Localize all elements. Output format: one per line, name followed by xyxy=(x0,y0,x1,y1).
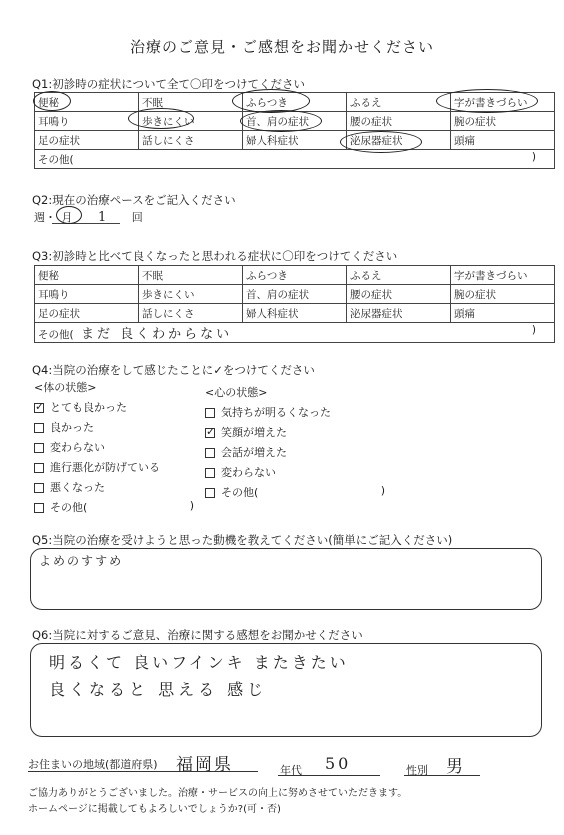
q4-body-title: <体の状態> xyxy=(34,381,97,394)
homepage-consent[interactable]: ホームページに掲載してもよろしいでしょうか?(可・否) xyxy=(28,804,281,815)
q3-cell[interactable]: 便秘 xyxy=(35,266,139,285)
checkbox[interactable] xyxy=(205,488,215,498)
q2-hand-month: 月 xyxy=(61,211,73,224)
q4-body-label: その他( xyxy=(50,501,88,514)
q1-cell[interactable]: 婦人科症状 xyxy=(243,131,347,150)
q3-other-hand: まだ 良くわからない xyxy=(80,327,233,342)
q1-cell[interactable]: ふらつき xyxy=(243,93,347,112)
q3-cell[interactable]: 腕の症状 xyxy=(451,285,555,304)
q5-answer-text: よめのすすめ xyxy=(39,554,124,568)
q4-body-close: ) xyxy=(189,499,194,512)
checkbox[interactable] xyxy=(205,425,216,438)
q1-heading: Q1:初診時の症状について全て〇印をつけてください xyxy=(32,77,306,91)
checkbox[interactable] xyxy=(34,423,44,433)
q4-mind-label: 変わらない xyxy=(221,466,276,479)
q3-cell[interactable]: 泌尿器症状 xyxy=(347,304,451,323)
q4-body-option[interactable] xyxy=(34,499,194,515)
q1-cell[interactable]: 話しにくさ xyxy=(139,131,243,150)
q4-mind-label: 気持ちが明るくなった xyxy=(221,406,331,419)
q4-body-label: 良かった xyxy=(50,421,94,434)
q5-answer-box[interactable] xyxy=(30,548,542,610)
q1-cell[interactable]: 頭痛 xyxy=(451,131,555,150)
q1-other-cell[interactable] xyxy=(35,150,555,169)
q4-mind-option[interactable] xyxy=(205,404,331,420)
region-value[interactable]: 福岡県 xyxy=(176,755,233,775)
hand-circle-mark xyxy=(128,108,194,129)
q4-mind-label: 笑顔が増えた xyxy=(221,426,287,439)
hand-circle-mark xyxy=(56,206,82,224)
q6-heading: Q6:当院に対するご意見、治療に関する感想をお聞かせください xyxy=(32,628,363,642)
q4-body-option[interactable] xyxy=(34,399,127,415)
hand-circle-mark xyxy=(33,91,71,111)
q2-heading: Q2:現在の治療ペースをご記入ください xyxy=(32,193,236,207)
thanks-text: ご協力ありがとうございました。治療・サービスの向上に努めさせていただきます。 xyxy=(28,788,408,799)
q1-cell[interactable]: 腰の症状 xyxy=(347,112,451,131)
q1-other-label: その他( xyxy=(38,153,74,166)
q1-other-close: ) xyxy=(531,151,536,163)
checkbox[interactable] xyxy=(34,400,45,413)
q1-cell[interactable]: 泌尿器症状 xyxy=(347,131,451,150)
q3-cell[interactable]: 歩きにくい xyxy=(139,285,243,304)
q1-cell[interactable]: 字が書きづらい xyxy=(451,93,555,112)
region-underline xyxy=(28,771,258,772)
q2-suffix: 回 xyxy=(131,211,143,224)
checkbox[interactable] xyxy=(34,463,44,473)
q4-body-option[interactable] xyxy=(34,419,94,435)
sex-label: 性別 xyxy=(406,764,428,777)
hand-circle-mark xyxy=(240,110,322,132)
q4-mind-label: 会話が増えた xyxy=(221,446,287,459)
q5-heading: Q5:当院の治療を受けようと思った動機を教えてください(簡単にご記入ください) xyxy=(32,533,453,547)
hand-circle-mark xyxy=(340,131,422,153)
q4-mind-option[interactable] xyxy=(205,484,385,500)
q4-body-label: とても良かった xyxy=(50,401,127,414)
checkbox[interactable] xyxy=(205,408,215,418)
q6-answer-line1: 明るくて 良いフインキ またきたい xyxy=(49,653,349,672)
q3-cell[interactable]: ふらつき xyxy=(243,266,347,285)
q4-mind-label: その他( xyxy=(221,486,259,499)
q1-cell[interactable]: 不眠 xyxy=(139,93,243,112)
q3-cell[interactable]: ふるえ xyxy=(347,266,451,285)
age-underline xyxy=(278,775,380,776)
q6-answer-line2: 良くなると 思える 感じ xyxy=(49,680,268,699)
q3-cell[interactable]: 婦人科症状 xyxy=(243,304,347,323)
q3-other-close: ) xyxy=(531,324,536,336)
q4-body-label: 悪くなった xyxy=(50,481,105,494)
q2-underline xyxy=(52,223,120,224)
age-label: 年代 xyxy=(280,764,302,777)
q3-symptom-table xyxy=(34,265,555,343)
hand-circle-mark xyxy=(436,89,538,113)
check-mark-icon: ✓ xyxy=(206,425,216,438)
q4-mind-option[interactable] xyxy=(205,464,276,480)
q1-cell[interactable]: 足の症状 xyxy=(35,131,139,150)
checkbox[interactable] xyxy=(205,468,215,478)
q4-heading: Q4:当院の治療をして感じたことに✓をつけてください xyxy=(32,363,315,377)
q4-body-option[interactable] xyxy=(34,439,105,455)
q2-prefix: 週・ xyxy=(34,211,56,224)
checkbox[interactable] xyxy=(34,443,44,453)
q3-other-label: その他( xyxy=(38,329,74,341)
q1-cell[interactable]: 歩きにくい xyxy=(139,112,243,131)
check-mark-icon: ✓ xyxy=(35,400,45,413)
q1-cell[interactable]: 首、肩の症状 xyxy=(243,112,347,131)
q3-cell[interactable]: 不眠 xyxy=(139,266,243,285)
q3-cell[interactable]: 足の症状 xyxy=(35,304,139,323)
q3-other-cell[interactable] xyxy=(35,323,555,343)
q4-mind-close: ) xyxy=(380,484,385,497)
checkbox[interactable] xyxy=(205,448,215,458)
q1-cell[interactable]: 腕の症状 xyxy=(451,112,555,131)
age-value[interactable]: 50 xyxy=(325,754,352,773)
q4-body-label: 進行悪化が防げている xyxy=(50,461,160,474)
checkbox[interactable] xyxy=(34,483,44,493)
q2-hand-count: 1 xyxy=(98,210,107,225)
q3-cell[interactable]: 話しにくさ xyxy=(139,304,243,323)
q2-answer-line[interactable] xyxy=(34,209,164,224)
sex-value[interactable]: 男 xyxy=(446,757,463,777)
q4-mind-title: <心の状態> xyxy=(205,386,268,399)
q1-cell[interactable]: 便秘 xyxy=(35,93,139,112)
q1-cell[interactable]: 耳鳴り xyxy=(35,112,139,131)
q3-cell[interactable]: 腰の症状 xyxy=(347,285,451,304)
q4-mind-option[interactable] xyxy=(205,424,287,440)
checkbox[interactable] xyxy=(34,503,44,513)
q4-body-option[interactable] xyxy=(34,479,105,495)
q3-cell[interactable]: 頭痛 xyxy=(451,304,555,323)
q3-cell[interactable]: 耳鳴り xyxy=(35,285,139,304)
q1-cell[interactable]: ふるえ xyxy=(347,93,451,112)
q6-answer-box[interactable] xyxy=(30,643,542,737)
q4-body-option[interactable] xyxy=(34,459,160,475)
q3-cell[interactable]: 首、肩の症状 xyxy=(243,285,347,304)
q4-body-label: 変わらない xyxy=(50,441,105,454)
region-label: お住まいの地域(都道府県) xyxy=(28,758,158,771)
q3-cell[interactable]: 字が書きづらい xyxy=(451,266,555,285)
q3-heading: Q3:初診時と比べて良くなったと思われる症状に〇印をつけてください xyxy=(32,249,398,263)
page-title: 治療のご意見・ご感想をお聞かせください xyxy=(129,38,434,56)
sex-underline xyxy=(404,775,480,776)
q4-mind-option[interactable] xyxy=(205,444,287,460)
